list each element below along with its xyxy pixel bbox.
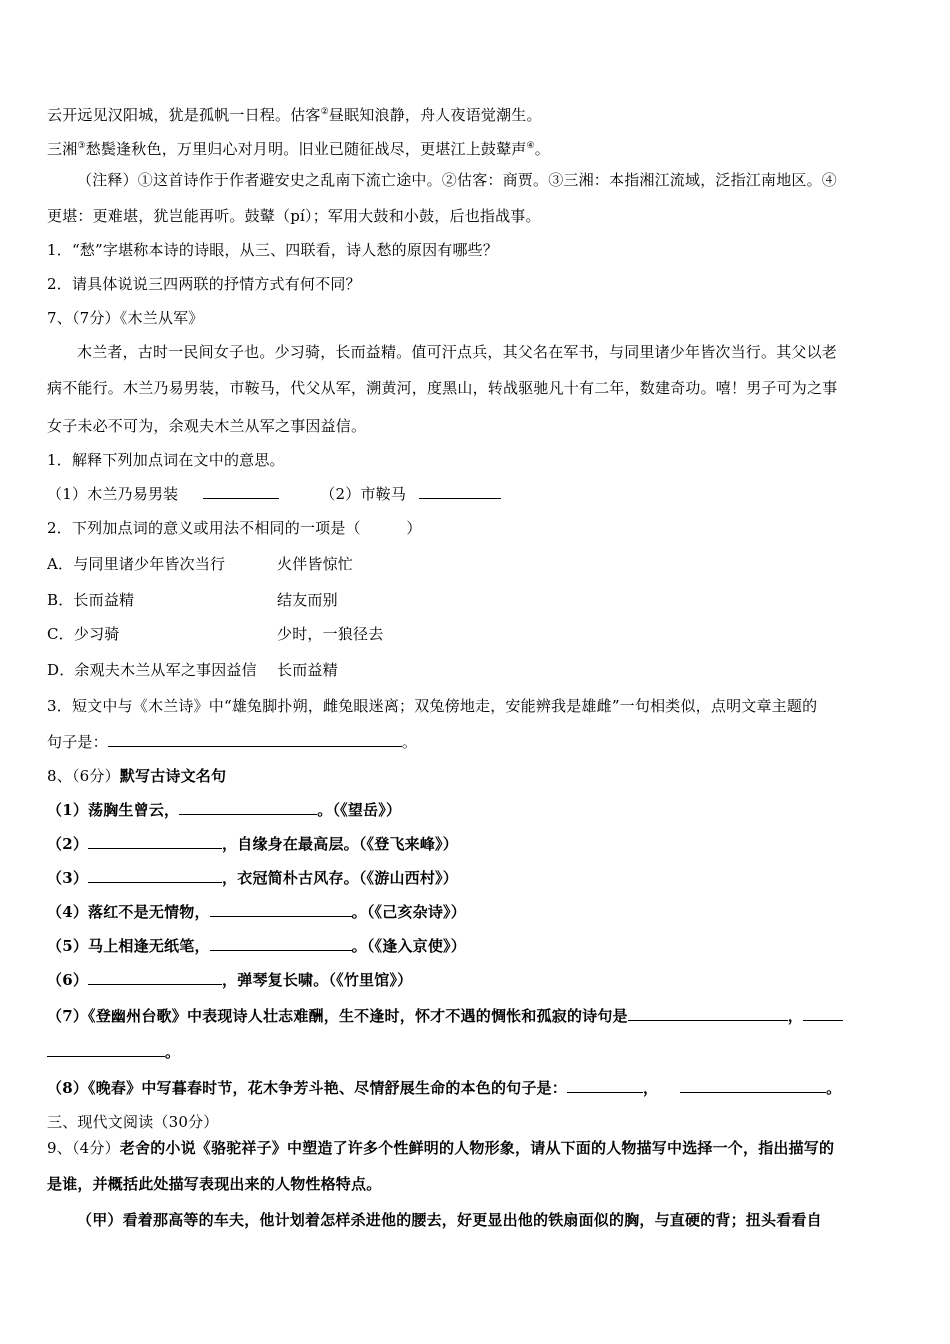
answer-blank[interactable] [210, 902, 352, 917]
answer-blank[interactable] [179, 800, 317, 815]
q7-option-d: D．余观夫木兰从军之事因益信 长而益精 [47, 661, 338, 679]
answer-blank[interactable] [88, 970, 222, 985]
poem-note-2: 更堪：更难堪，犹岂能再听。鼓鼙（pí）；军用大鼓和小鼓，后也指战事。 [47, 207, 541, 225]
q9-line-1: 9、（4分）老舍的小说《骆驼祥子》中塑造了许多个性鲜明的人物形象，请从下面的人物描写中选择一个，指出描写的 [47, 1139, 835, 1157]
q7-sub-1: 1．解释下列加点词在文中的意思。 [47, 451, 285, 469]
q7-text-1: 木兰者，古时一民间女子也。少习骑，长而益精。值可汗点兵，其父名在军书，与同里诸少年皆次当行。其父以老 [77, 343, 838, 361]
answer-blank[interactable] [108, 732, 402, 747]
q8-item-5: （5）马上相逢无纸笔， 。（《逢入京使》） [47, 937, 466, 955]
answer-blank[interactable] [88, 834, 222, 849]
q9-line-2: 是谁，并概括此处描写表现出来的人物性格特点。 [47, 1175, 382, 1193]
answer-blank[interactable] [88, 868, 222, 883]
q7-title: 7、（7分）《木兰从军》 [47, 309, 204, 327]
q8-item-7: （7）《登幽州台歌》中表现诗人壮志难酬，生不逢时，怀才不遇的惆怅和孤寂的诗句是 ， [47, 1006, 906, 1026]
answer-blank[interactable] [680, 1078, 826, 1093]
q8-item-7-cont: 。 [47, 1042, 906, 1062]
q7-option-b: B．长而益精 结友而别 [47, 591, 338, 609]
q7-sub-1-items: （1）木兰乃易男装 （2）市鞍马 [47, 484, 906, 504]
q8-title: 8、（6分）默写古诗文名句 [47, 767, 227, 785]
poem-line-1: 云开远见汉阳城，犹是孤帆一日程。估客②昼眠知浪静，舟人夜语觉潮生。 [47, 106, 542, 124]
answer-blank[interactable] [419, 484, 501, 499]
q7-option-c: C．少习骑 少时，一狼径去 [47, 625, 384, 643]
q7-text-3: 女子未必不可为，余观夫木兰从军之事因益信。 [47, 417, 367, 435]
section-3-title: 三、现代文阅读（30分） [47, 1113, 219, 1131]
answer-blank[interactable] [567, 1078, 643, 1093]
answer-blank[interactable] [628, 1006, 788, 1021]
poem-note-1: （注释）①这首诗作于作者避安史之乱南下流亡途中。②估客：商贾。③三湘：本指湘江流域，泛指江南地区。④ [77, 171, 838, 189]
poem-question-1: 1．“愁”字堪称本诗的诗眼，从三、四联看，诗人愁的原因有哪些？ [47, 241, 499, 259]
q8-item-4: （4）落红不是无情物， 。（《己亥杂诗》） [47, 903, 466, 921]
answer-blank[interactable] [210, 936, 352, 951]
q8-item-6: （6） ，弹琴复长啸。（《竹里馆》） [47, 971, 413, 989]
q7-option-a: A．与同里诸少年皆次当行 火伴皆惊忙 [47, 555, 354, 573]
answer-blank[interactable] [803, 1006, 843, 1021]
answer-blank[interactable] [47, 1042, 165, 1057]
poem-line-2: 三湘③愁鬓逢秋色，万里归心对月明。旧业已随征战尽，更堪江上鼓鼙声④。 [47, 140, 550, 158]
q7-sub-3-line-2: 句子是： 。 [47, 733, 418, 751]
q9-passage-jia: （甲）看着那高等的车夫，他计划着怎样杀进他的腰去，好更显出他的铁扇面似的胸，与直硬的背；扭头看看自 [77, 1211, 822, 1229]
q8-item-8: （8）《晚春》中写暮春时节，花木争芳斗艳、尽情舒展生命的本色的句子是： ， 。 [47, 1079, 842, 1097]
q8-item-3: （3） ，衣冠简朴古风存。（《游山西村》） [47, 869, 458, 887]
q7-sub-3-line-1: 3．短文中与《木兰诗》中“雄兔脚扑朔，雌兔眼迷离；双兔傍地走，安能辨我是雄雌”一句相类似，点明文章主题的 [47, 697, 818, 715]
poem-question-2: 2．请具体说说三四两联的抒情方式有何不同？ [47, 275, 361, 293]
q7-sub-2: 2．下列加点词的意义或用法不相同的一项是（ ） [47, 519, 422, 537]
q8-item-1: （1）荡胸生曾云， 。（《望岳》） [47, 801, 402, 819]
q7-text-2: 病不能行。木兰乃易男装，市鞍马，代父从军，溯黄河，度黑山，转战驱驰凡十有二年，数建奇功。嘻！男子可为之事 [47, 379, 838, 397]
answer-blank[interactable] [203, 484, 279, 499]
q8-item-2: （2） ，自缘身在最高层。（《登飞来峰》） [47, 835, 458, 853]
